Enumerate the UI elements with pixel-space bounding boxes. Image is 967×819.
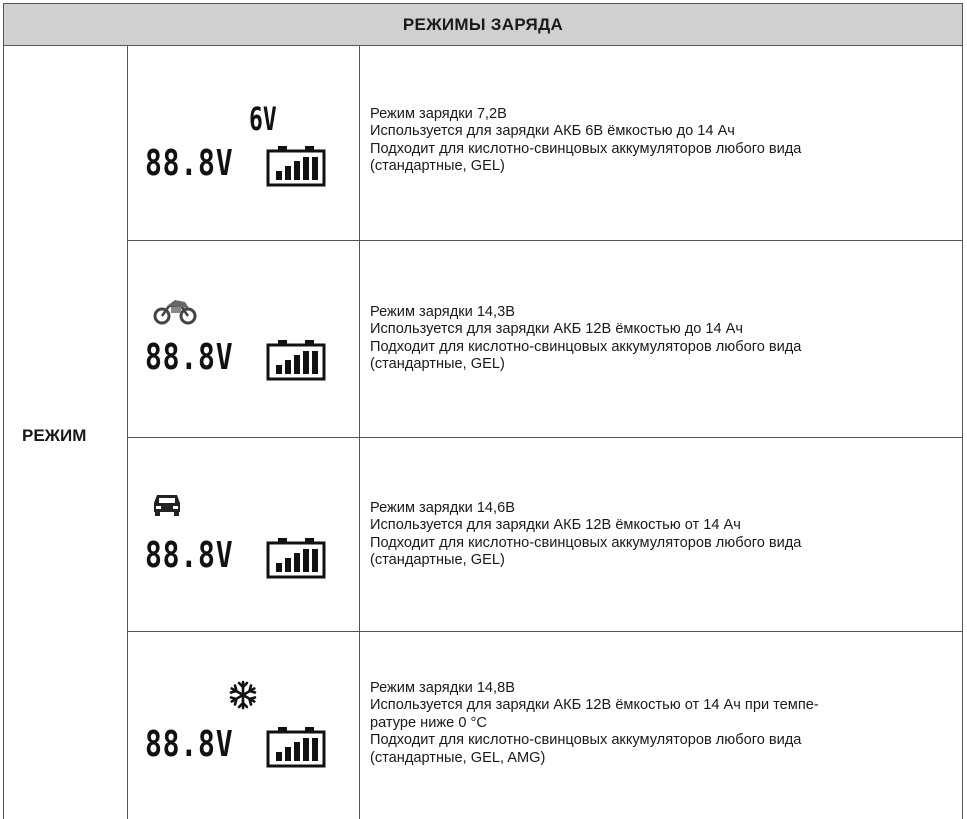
mode-description-6v: Режим зарядки 7,2В Используется для зарядки АКБ 6В ёмкостью до 14 Ач Подходит для кислотно-свинцовых аккумуляторов любого вида (стандартные, GEL) bbox=[370, 106, 802, 175]
battery-icon bbox=[266, 145, 326, 187]
mode-display-winter bbox=[128, 632, 360, 819]
voltage-readout: 88.8V bbox=[145, 724, 234, 765]
car-icon bbox=[151, 492, 183, 516]
mode-description-motorcycle: Режим зарядки 14,3В Используется для зарядки АКБ 12В ёмкостью до 14 Ач Подходит для кислотно-свинцовых аккумуляторов любого вида (стандартные, GEL) bbox=[370, 304, 802, 373]
table-header bbox=[3, 3, 963, 46]
mode-display-6v bbox=[128, 46, 360, 240]
table-title: РЕЖИМЫ ЗАРЯДА bbox=[402, 14, 564, 34]
battery-icon bbox=[266, 537, 326, 579]
voltage-readout: 88.8V bbox=[145, 337, 234, 378]
battery-icon bbox=[266, 726, 326, 768]
right-border bbox=[962, 46, 963, 819]
mode-display-motorcycle bbox=[128, 241, 360, 437]
left-border bbox=[3, 46, 4, 819]
mode-description-car: Режим зарядки 14,6В Используется для зарядки АКБ 12В ёмкостью от 14 Ач Подходит для кислотно-свинцовых аккумуляторов любого вида (стандартные, GEL) bbox=[370, 500, 802, 569]
6v-indicator-icon: 6V bbox=[249, 100, 277, 138]
motorcycle-icon bbox=[153, 296, 197, 326]
mode-description-winter: Режим зарядки 14,8В Используется для зарядки АКБ 12В ёмкостью от 14 Ач при темпе- ратуре ниже 0 °С Подходит для кислотно-свинцовых аккумуляторов любого вида (стандартные, GEL, AMG) bbox=[370, 680, 819, 766]
voltage-readout: 88.8V bbox=[145, 143, 234, 184]
mode-row-label: РЕЖИМ bbox=[22, 426, 87, 445]
mode-display-car bbox=[128, 438, 360, 631]
snowflake-icon bbox=[228, 680, 258, 710]
voltage-readout: 88.8V bbox=[145, 535, 234, 576]
battery-icon bbox=[266, 339, 326, 381]
